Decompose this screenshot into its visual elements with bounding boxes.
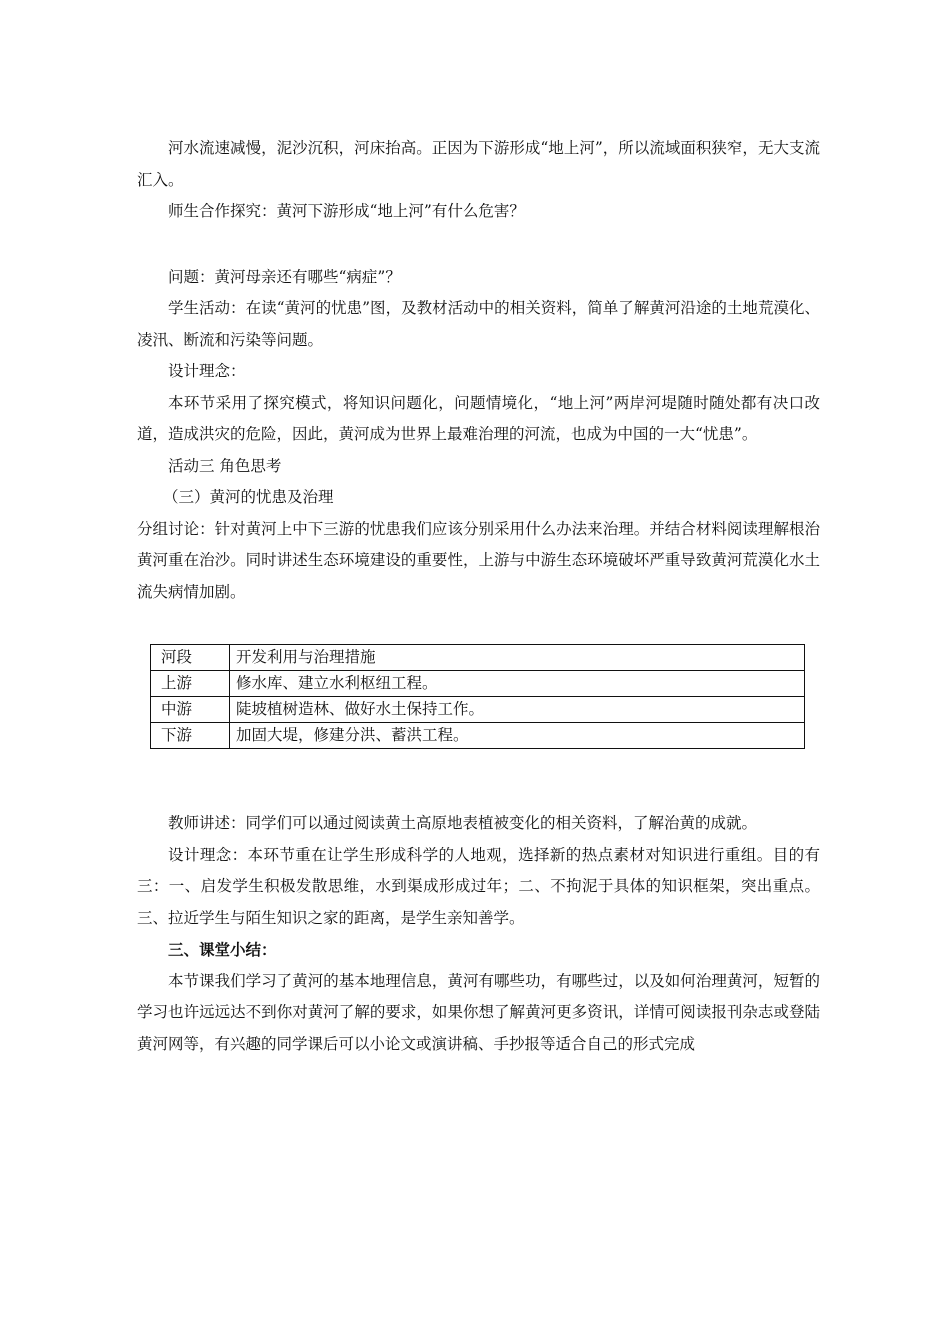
table-cell: 修水库、建立水利枢纽工程。 <box>230 671 805 697</box>
table-cell: 陡坡植树造林、做好水土保持工作。 <box>230 697 805 723</box>
blank-space <box>137 749 820 808</box>
paragraph-design-concept-2: 设计理念：本环节重在让学生形成科学的人地观，选择新的热点素材对知识进行重组。目的有三：一、启发学生积极发散思维，水到渠成形成过年；二、不拘泥于具体的知识框架，突出重点。三、拉近学生与陌生知识之家的距离，是学生亲知善学。 <box>137 845 820 927</box>
table-header-cell: 开发利用与治理措施 <box>230 645 805 671</box>
section-heading-summary: 三、课堂小结： <box>168 940 277 959</box>
paragraph-activity-three: 活动三 角色思考 <box>168 456 282 475</box>
blank-space <box>137 228 820 262</box>
paragraph-design-concept: 本环节采用了探究模式，将知识问题化，问题情境化，“地上河”两岸河堤随时随处都有决口改道，造成洪灾的危险，因此，黄河成为世界上最难治理的河流，也成为中国的一大“忧患”。 <box>137 393 820 443</box>
table-cell: 上游 <box>151 671 230 697</box>
paragraph-inquiry-question: 师生合作探究：黄河下游形成“地上河”有什么危害？ <box>168 202 525 220</box>
paragraph-summary: 本节课我们学习了黄河的基本地理信息，黄河有哪些功，有哪些过，以及如何治理黄河，短暂的学习也许远远达不到你对黄河了解的要求，如果你想了解黄河更多资讯，详情可阅读报刊杂志或登陆黄河网等，有兴趣的同学课后可以小论文或演讲稿、手抄报等适合自己的形式完成 <box>137 971 820 1053</box>
table-cell: 中游 <box>151 697 230 723</box>
blank-space <box>137 608 820 644</box>
governance-measures-table <box>150 644 805 749</box>
paragraph-river-deposition: 河水流速减慢，泥沙沉积，河床抬高。正因为下游形成“地上河”，所以流域面积狭窄，无大支流汇入。 <box>137 139 820 189</box>
table-cell: 下游 <box>151 723 230 749</box>
table-header-row <box>151 645 805 671</box>
table-row <box>151 671 805 697</box>
paragraph-group-discussion: 分组讨论：针对黄河上中下三游的忧患我们应该分别采用什么办法来治理。并结合材料阅读理解根治黄河重在治沙。同时讲述生态环境建设的重要性，上游与中游生态环境破坏严重导致黄河荒漠化水土流失病情加剧。 <box>137 519 820 601</box>
subheading-worries-governance: （三）黄河的忧患及治理 <box>163 488 334 506</box>
table-row <box>151 723 805 749</box>
paragraph-design-label: 设计理念： <box>168 362 246 380</box>
table-header-cell: 河段 <box>151 645 230 671</box>
table-cell: 加固大堤，修建分洪、蓄洪工程。 <box>230 723 805 749</box>
paragraph-teacher-narration: 教师讲述：同学们可以通过阅读黄土高原地表植被变化的相关资料，了解治黄的成就。 <box>168 814 758 832</box>
paragraph-question-symptoms: 问题：黄河母亲还有哪些“病症”？ <box>168 267 401 286</box>
table-row <box>151 697 805 723</box>
document-body <box>137 133 820 1060</box>
paragraph-student-activity: 学生活动：在读“黄河的忧患”图，及教材活动中的相关资料，简单了解黄河沿途的土地荒漠化、凌汛、断流和污染等问题。 <box>137 299 820 349</box>
